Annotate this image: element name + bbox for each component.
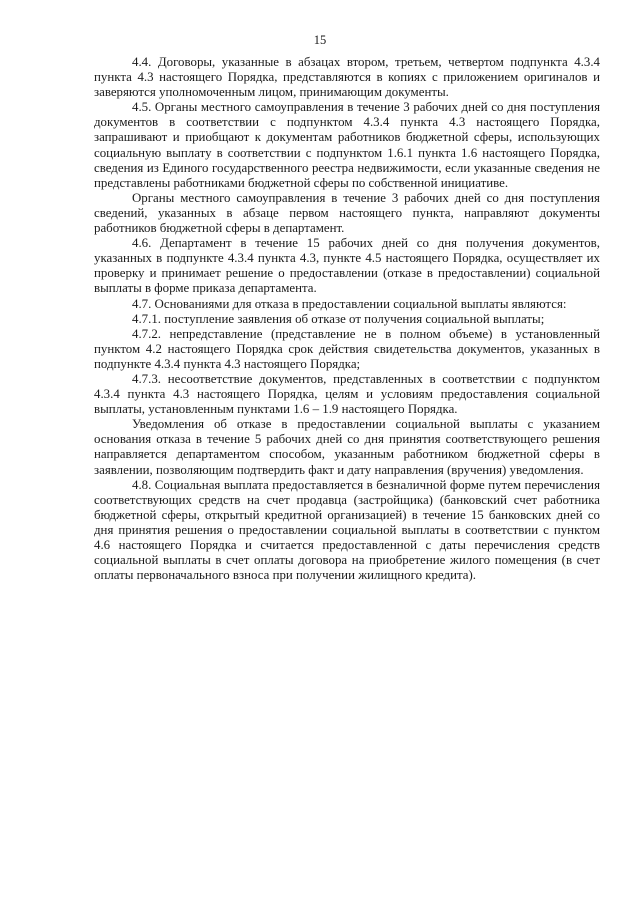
- paragraph-4-7-3: 4.7.3. несоответствие документов, представленных в соответствии с подпунктом 4.3.4 пункта 4.3 настоящего Порядка, целям и условиям предоставления социальной выплаты, установленным пунктами 1.6 – 1.9 настоящего Порядка.: [94, 371, 600, 417]
- paragraph-4-5-second: Органы местного самоуправления в течение 3 рабочих дней со дня поступления сведений, указанных в абзаце первом настоящего пункта, направляют документы работников бюджетной сферы в департамент.: [94, 190, 600, 236]
- paragraph-4-7-1: 4.7.1. поступление заявления об отказе от получения социальной выплаты;: [132, 311, 545, 326]
- document-body: [94, 55, 600, 583]
- paragraph-4-7: 4.7. Основаниями для отказа в предоставлении социальной выплаты являются:: [132, 296, 567, 311]
- paragraph-4-8: 4.8. Социальная выплата предоставляется в безналичной форме путем перечисления соответствующих средств на счет продавца (застройщика) (банковский счет работника бюджетной сферы, открытый кредитной организацией) в течение 15 банковских дней со дня принятия решения о предоставлении социальной выплаты в соответствии с пунктом 4.6 настоящего Порядка и считается предоставленной с даты перечисления средств социальной выплаты в счет оплаты договора на приобретение жилого помещения (в счет оплаты первоначального взноса при получении жилищного кредита).: [94, 477, 600, 583]
- paragraph-4-4: 4.4. Договоры, указанные в абзацах втором, третьем, четвертом подпункта 4.3.4 пункта 4.3 настоящего Порядка, представляются в копиях с приложением оригиналов и заверяются уполномоченным лицом, принимающим документы.: [94, 55, 600, 100]
- page-number: 15: [313, 33, 327, 47]
- paragraph-4-6: 4.6. Департамент в течение 15 рабочих дней со дня получения документов, указанных в подпункте 4.3.4 пункта 4.3, пункте 4.5 настоящего Порядка, осуществляет их проверку и принимает решение о предоставлении (отказе в предоставлении) социальной выплаты в форме приказа департамента.: [94, 236, 600, 296]
- paragraph-4-7-2: 4.7.2. непредставление (представление не в полном объеме) в установленный пунктом 4.2 настоящего Порядка срок действия свидетельства документов, указанных в подпункте 4.3.4 пункта 4.3 настоящего Порядка;: [94, 326, 600, 371]
- paragraph-4-5: 4.5. Органы местного самоуправления в течение 3 рабочих дней со дня поступления документов в соответствии с подпунктом 4.3.4 пункта 4.3 настоящего Порядка, запрашивают и приобщают к документам работников бюджетной сферы, использующих социальную выплату в соответствии с подпунктом 1.6.1 пункта 1.6 настоящего Порядка, сведения из Единого государственного реестра недвижимости, если указанные сведения не представлены работниками бюджетной сферы по собственной инициативе.: [94, 100, 600, 190]
- paragraph-refusal-notice: Уведомления об отказе в предоставлении социальной выплаты с указанием основания отказа в течение 5 рабочих дней со дня принятия соответствующего решения направляется департаментом способом, указанным работником бюджетной сферы в заявлении, позволяющим подтвердить факт и дату направления (вручения) уведомления.: [94, 417, 600, 477]
